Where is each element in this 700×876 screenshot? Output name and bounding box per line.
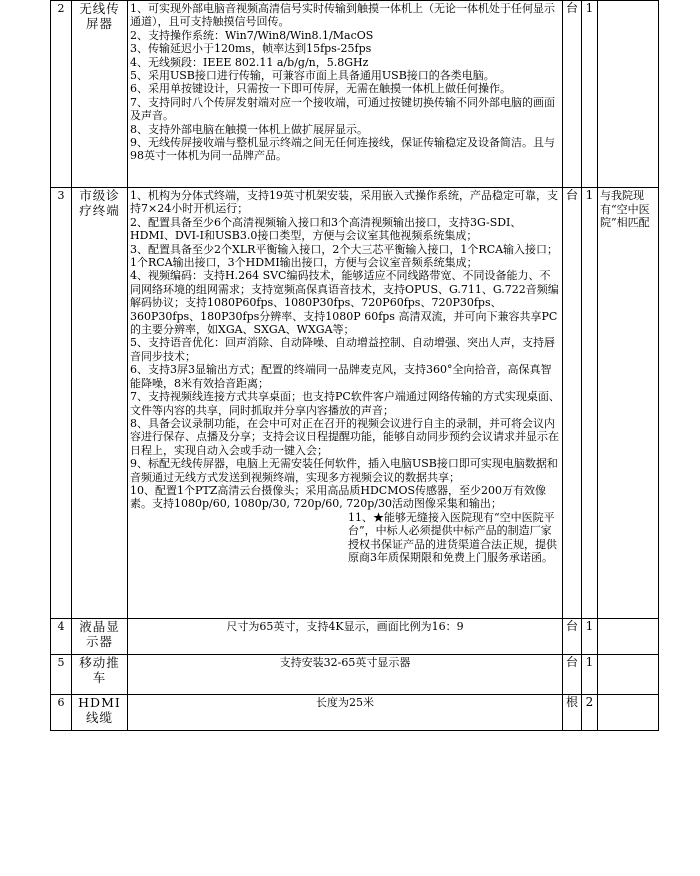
param-line: 1、可实现外部电脑音视频高清信号实时传输到触摸一体机上（无论一体机处于任何显示通道），且可支持触摸信号回传。	[130, 2, 555, 29]
item-quantity: 1	[582, 655, 598, 695]
item-note	[598, 695, 659, 731]
param-line: 10、配置1个PTZ高清云台摄像头；采用高品质HDCMOS传感器，至少200万有效像素。支持1080p/60, 1080p/30, 720p/60, 720p/30活动图像采集和输出；	[130, 483, 547, 511]
spec-table	[50, 0, 659, 731]
row-number: 4	[51, 619, 72, 655]
table-row	[51, 655, 659, 695]
param-line: 11、★能够无缝接入医院现有“空中医院平台”，中标人必须提供中标产品的制造厂家授权书保证产品的进货渠道合法正规，提供原商3年质保期限和免费上门服务承诺函。	[348, 510, 557, 564]
item-quantity: 1	[582, 1, 598, 188]
row-number: 5	[51, 655, 72, 695]
param-line: 8、具备会议录制功能，在会中可对正在召开的视频会议进行自主的录制，并可将会议内容进行保存、点播及分享；支持会议日程提醒功能，能够自动同步预约会议请求并显示在日程上，实现自动入会或手动一键入会；	[130, 416, 559, 457]
item-note	[598, 1, 659, 188]
item-unit: 台	[563, 1, 582, 188]
item-note: 与我院现有“空中医院”相匹配	[598, 188, 659, 619]
item-unit: 台	[563, 188, 582, 619]
row-number: 3	[51, 188, 72, 619]
param-line: 4、无线频段：IEEE 802.11 a/b/g/n，5.8GHz	[130, 55, 369, 69]
item-quantity: 1	[582, 619, 598, 655]
table-row	[51, 695, 659, 731]
param-line: 6、采用单按键设计，只需按一下即可传屏，无需在触摸一体机上做任何操作。	[130, 82, 511, 96]
param-line: 5、支持语音优化：回声消除、自动降噪、自动增益控制、自动增强、突出人声，支持唇音同步技术；	[130, 336, 555, 363]
table-row	[51, 188, 659, 619]
param-line: 4、视频编码：支持H.264 SVC编码技术，能够适应不同线路带宽、不同设备能力、不同网络环境的组网需求；支持宽频高保真语音技术，支持OPUS、G.711、G.722音频编解码协议；支持1080P60fps、1080P30fps、720P60fps、720P30fps、360P30fps、180P30fps分辨率、支持1080P 60fps 高清双流，并可向下兼容共享PC的主要分辨率，如XGA、SXGA、WXGA等；	[130, 269, 559, 337]
row-number: 2	[51, 1, 72, 188]
param-line: 2、支持操作系统：Win7/Win8/Win8.1/MacOS	[130, 28, 374, 42]
param-line: 支持安装32-65英寸显示器	[279, 656, 411, 669]
param-line: 长度为25米	[316, 696, 374, 709]
param-line: 9、标配无线传屏器，电脑上无需安装任何软件，插入电脑USB接口即可实现电脑数据和音频通过无线方式发送到视频终端，实现多方视频会议的数据共享；	[130, 457, 558, 484]
item-params	[128, 655, 563, 695]
item-note	[598, 655, 659, 695]
item-name: 移动推车	[72, 655, 128, 695]
param-line: 3、配置具备至少2个XLR平衡输入接口，2个大三芯平衡输入接口，1个RCA输入接口；1个RCA输出接口，3个HDMI输出接口，方便与会议室音频系统集成；	[130, 242, 559, 270]
param-line: 7、支持同时八个传屏发射端对应一个接收端，可通过按键切换传输不同外部电脑的画面及声音。	[130, 95, 555, 123]
param-line: 尺寸为65英寸，支持4K显示，画面比例为16：9	[226, 620, 464, 633]
item-name: 液晶显示器	[72, 619, 128, 655]
table-row	[51, 619, 659, 655]
param-line: 5、采用USB接口进行传输，可兼容市面上具备通用USB接口的各类电脑。	[130, 69, 495, 83]
item-params	[128, 619, 563, 655]
item-name: HDMI线缆	[72, 695, 128, 731]
item-name: 无线传屏器	[72, 1, 128, 188]
item-params	[128, 695, 563, 731]
param-line: 9、无线传屏接收端与整机显示终端之间无任何连接线，保证传输稳定及设备简洁。且与98英寸一体机为同一品牌产品。	[130, 136, 555, 163]
item-params	[128, 188, 563, 619]
item-unit: 台	[563, 655, 582, 695]
param-line: 2、配置具备至少6个高清视频输入接口和3个高清视频输出接口，支持3G-SDI、HDMI、DVI-I和USB3.0接口类型，方便与会议室其他视频系统集成；	[130, 215, 522, 243]
item-params	[128, 1, 563, 188]
item-unit: 根	[563, 695, 582, 731]
item-note	[598, 619, 659, 655]
item-quantity: 1	[582, 188, 598, 619]
item-unit: 台	[563, 619, 582, 655]
param-line: 8、支持外部电脑在触摸一体机上做扩展屏显示。	[130, 122, 368, 136]
item-quantity: 2	[582, 695, 598, 731]
item-name: 市级诊疗终端	[72, 188, 128, 619]
param-line: 7、支持视频线连接方式共享桌面；也支持PC软件客户端通过网络传输的方式实现桌面、文件等内容的共享，同时抓取并分享内容播放的声音；	[130, 390, 560, 417]
param-line: 1、机构为分体式终端，支持19英寸机架安装，采用嵌入式操作系统，产品稳定可靠，支持7×24小时开机运行；	[130, 189, 558, 216]
row-number: 6	[51, 695, 72, 731]
param-line: 6、支持3屏3显输出方式；配置的终端同一品牌麦克风，支持360°全向拾音，高保真智能降噪，8米有效拾音距离；	[130, 363, 552, 390]
param-line: 3、传输延迟小于120ms，帧率达到15fps-25fps	[130, 42, 372, 56]
table-row	[51, 1, 659, 188]
